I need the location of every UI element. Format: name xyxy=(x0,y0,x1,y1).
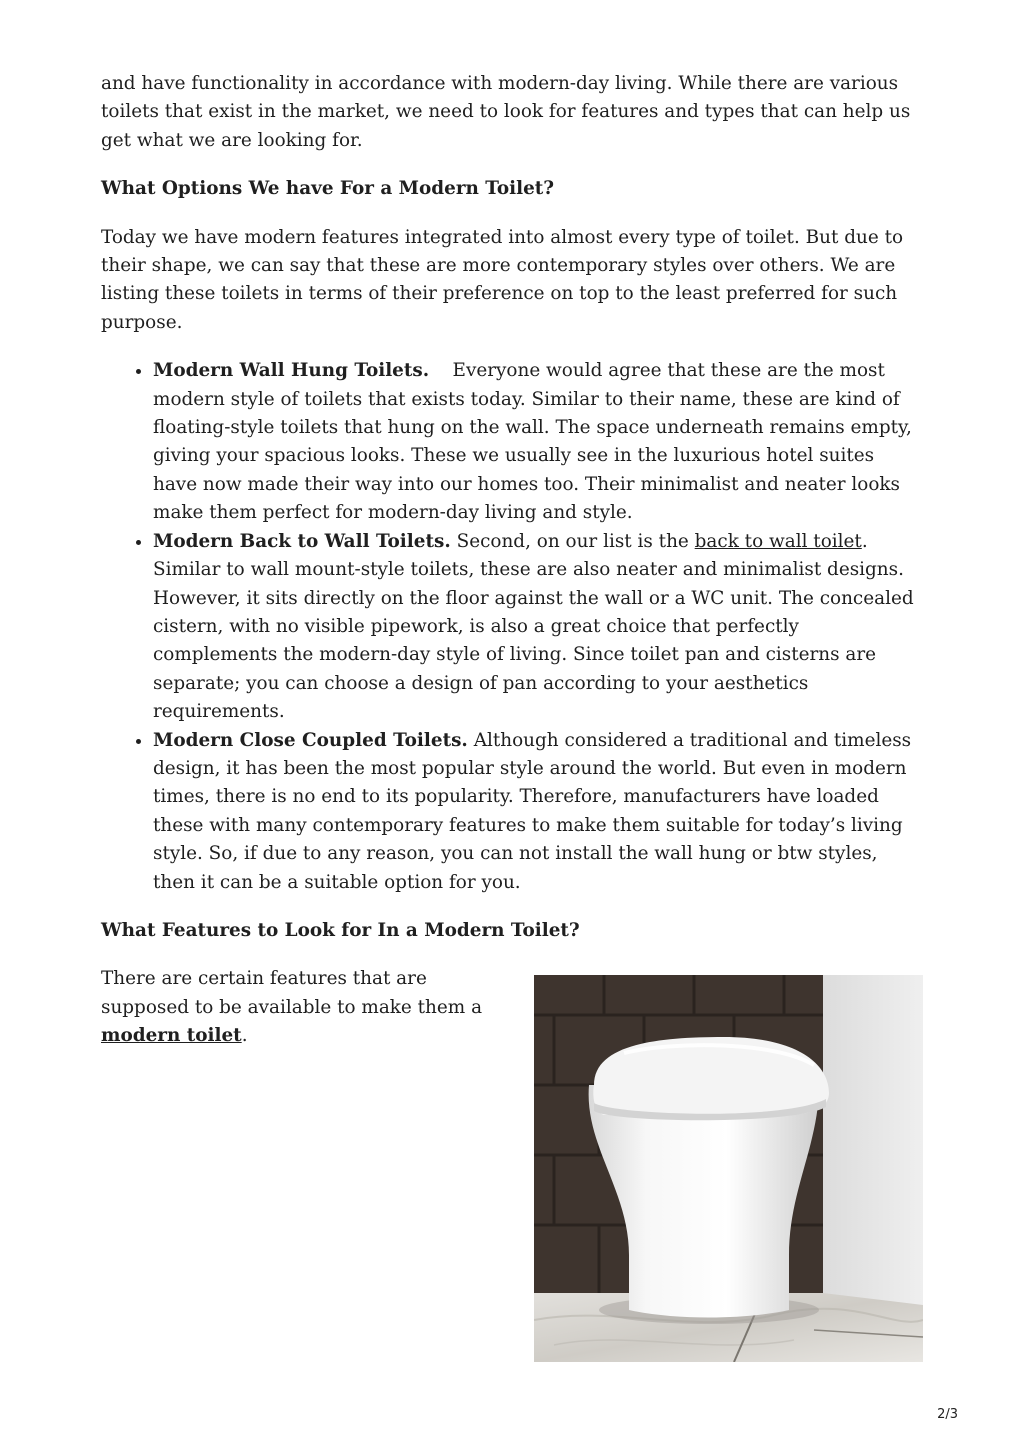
wall-hung-title: Modern Wall Hung Toilets. xyxy=(153,360,430,382)
features-text-before: There are certain features that are supposed to be available to make them a xyxy=(101,968,483,1018)
list-item-back-to-wall xyxy=(153,528,921,727)
list-item-wall-hung xyxy=(153,357,921,527)
back-to-wall-title: Modern Back to Wall Toilets. xyxy=(153,530,451,552)
list-item-close-coupled xyxy=(153,727,921,897)
intro-paragraph: and have functionality in accordance with modern-day living. While there are various toilets that exist in the market, we need to look for features and types that can help us get what we are looking for. xyxy=(101,73,911,151)
back-to-wall-text-after: . Similar to wall mount-style toilets, these are also neater and minimalist designs. However, it sits directly on the floor against the wall or a WC unit. The concealed cistern, with no visible pipework, is also a great choice that perfectly complements the modern-day style of living. Since toilet pan and cisterns are separate; you can choose a design of pan according to your aesthetics requirements. xyxy=(153,530,914,723)
close-coupled-title: Modern Close Coupled Toilets. xyxy=(153,729,468,751)
back-to-wall-text-before: Second, on our list is the xyxy=(456,530,689,552)
toilet-types-list xyxy=(101,357,921,897)
toilet-photo xyxy=(534,975,923,1362)
close-coupled-text: Although considered a traditional and timeless design, it has been the most popular style around the world. But even in modern times, there is no end to its popularity. Therefore, manufacturers have loaded these with many contemporary features to make them suitable for today’s living style. So, if due to any reason, you can not install the wall hung or btw styles, then it can be a suitable option for you. xyxy=(153,729,912,893)
heading-features: What Features to Look for In a Modern Toilet? xyxy=(101,919,580,941)
heading-options: What Options We have For a Modern Toilet? xyxy=(101,178,555,200)
document-page xyxy=(101,70,921,1051)
modern-toilet-link[interactable]: modern toilet xyxy=(101,1025,242,1047)
features-section xyxy=(101,965,921,1050)
back-to-wall-link[interactable]: back to wall toilet xyxy=(694,530,862,552)
page-number: 2/3 xyxy=(937,1407,958,1422)
wall-hung-text: Everyone would agree that these are the most modern style of toilets that exists today. Similar to their name, these are kind of floating-style toilets that hung on the wall. The space underneath remains empty, giving your spacious looks. These we usually see in the luxurious hotel suites have now made their way into our homes too. Their minimalist and neater looks make them perfect for modern-day living and style. xyxy=(153,360,912,524)
options-paragraph: Today we have modern features integrated into almost every type of toilet. But due to their shape, we can say that these are more contemporary styles over others. We are listing these toilets in terms of their preference on top to the least preferred for such purpose. xyxy=(101,226,904,333)
features-text-after: . xyxy=(241,1025,248,1047)
features-paragraph xyxy=(101,965,506,1050)
